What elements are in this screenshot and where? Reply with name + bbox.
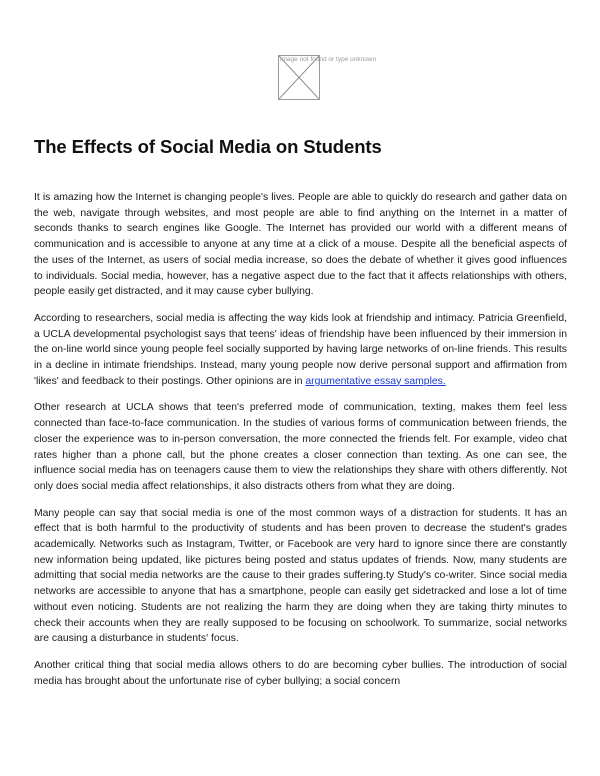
image-placeholder-caption: image not found or type unknown [280, 56, 377, 63]
argumentative-essay-samples-link[interactable]: argumentative essay samples. [305, 375, 446, 387]
paragraph-texting: Other research at UCLA shows that teen's preferred mode of communication, texting, makes them feel less connected than face-to-face communication. In the studies of various forms of communication between friends, the closer the experience was to in-person conversation, the more connected the friends felt. For example, video chat rates higher than a phone call, but the phone creates a closer connection than texting. As one can see, the influence social media has on teenagers cause them to view the relationships they share with others differently. Not only does social media affect relationships, it also distracts others from what they are doing. [34, 402, 567, 492]
paragraph-intro: It is amazing how the Internet is changing people's lives. People are able to quickly do research and gather data on the web, navigate through websites, and most people are able to find anything on the Internet in a matter of seconds thanks to search engines like Google. The Internet has provided our world with a different means of communication and is accessible to anyone at any time at a click of a mouse. Despite all the beneficial aspects of the uses of the Internet, as users of social media increase, so does the debate of whether it gives good influences to individuals. Social media, however, has a negative aspect due to the fact that it affects relationships with others, people easily get distracted, and it may cause cyber bullying. [34, 192, 567, 298]
paragraph-cyberbullying: Another critical thing that social media allows others to do are becoming cyber bullies. The introduction of social media has brought about the unfortunate rise of cyber bullying; a social concern [34, 659, 567, 687]
paragraph-friendship [34, 311, 567, 390]
paragraph-distraction: Many people can say that social media is one of the most common ways of a distraction for students. It has an effect that is both harmful to the productivity of students and has been proven to decrease the student's grades academically. Networks such as Instagram, Twitter, or Facebook are very hard to ignore since there are constantly new information being updated, like pictures being posted and status updates of friends. Now, many students are admitting that social media networks are the cause to their grades suffering.ty Study's co-writer. Since social media networks are accessible to anyone that has a smartphone, people can easily get sidetracked and lose a lot of time without even noticing. Students are not realizing the harm they are doing when they are taking thirty minutes to check their accounts when they are really supposed to be focusing on schoolwork. To summarize, social networks are causing a disturbance in students' focus. [34, 507, 567, 645]
document-title: The Effects of Social Media on Students [34, 136, 382, 157]
document-body [34, 190, 567, 700]
paragraph-friendship-text: According to researchers, social media is affecting the way kids look at friendship and intimacy. Patricia Greenfield, a UCLA developmental psychologist says that teens' ideas of friendship have been influenced by their immersion in the on-line world since young people feel socially supported by having large networks of on-line friends. This results in a decline in intimate friendships. Instead, many young people now derive personal support and affirmation from 'likes' and feedback to their postings. Other opinions are in [34, 312, 567, 387]
